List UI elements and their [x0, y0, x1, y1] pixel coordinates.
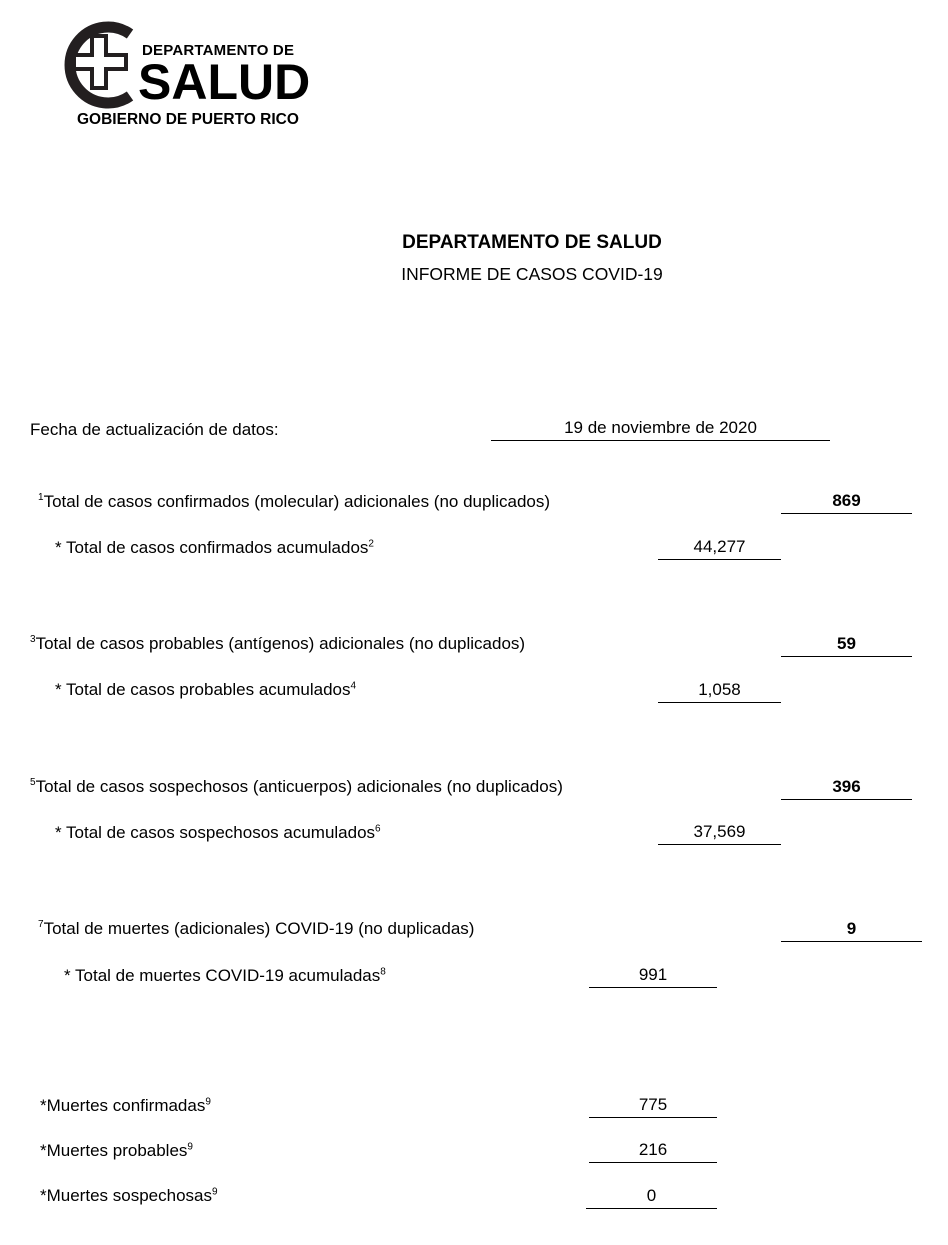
confirmed-cumulative-label: * Total de casos confirmados acumulados$^2$: [55, 538, 374, 557]
update-date-label: Fecha de actualización de datos:: [30, 420, 279, 439]
footnote-marker: 8: [380, 966, 386, 978]
deaths-suspected-value: 0: [586, 1185, 717, 1209]
page-title: DEPARTAMENTO DE SALUD: [402, 232, 662, 253]
logo-salud-text: SALUD: [138, 54, 311, 110]
deaths-additional-value: 9: [781, 918, 922, 942]
footnote-marker: 5: [30, 777, 36, 788]
logo-government-text: GOBIERNO DE PUERTO RICO: [77, 111, 299, 128]
probable-additional-value: 59: [781, 633, 912, 657]
probable-cumulative-label: * Total de casos probables acumulados$^4$: [55, 680, 357, 699]
confirmed-additional-label: $^1$Total de casos confirmados (molecular) adicionales (no duplicados): [38, 492, 551, 511]
suspected-cumulative-value: 37,569: [658, 821, 781, 845]
footnote-marker: 2: [368, 538, 374, 550]
deaths-confirmed-label: *Muertes confirmadas$^9$: [40, 1096, 211, 1115]
footnote-marker: 6: [375, 823, 381, 835]
deaths-confirmed-value: 775: [589, 1094, 717, 1118]
probable-cumulative-value: 1,058: [658, 679, 781, 703]
footnote-marker: 4: [350, 680, 357, 692]
footnote-marker: 9: [187, 1141, 193, 1153]
probable-additional-label: $^3$Total de casos probables (antígenos) adicionales (no duplicados): [30, 634, 526, 653]
suspected-additional-value: 396: [781, 776, 912, 800]
suspected-additional-label: $^5$Total de casos sospechosos (anticuerpos) adicionales (no duplicados): [30, 777, 563, 796]
update-date-value: 19 de noviembre de 2020: [491, 417, 830, 441]
deaths-additional-label: $^7$Total de muertes (adicionales) COVID-19 (no duplicadas): [38, 919, 475, 938]
deaths-probable-value: 216: [589, 1139, 717, 1163]
footnote-marker: 9: [205, 1096, 211, 1108]
logo-department-text: DEPARTAMENTO DE: [142, 42, 295, 59]
deaths-probable-label: *Muertes probables$^9$: [40, 1141, 193, 1160]
page-subtitle: INFORME DE CASOS COVID-19: [401, 264, 663, 284]
footnote-marker: 1: [38, 492, 44, 503]
deaths-suspected-label: *Muertes sospechosas$^9$: [40, 1186, 218, 1205]
confirmed-cumulative-value: 44,277: [658, 536, 781, 560]
deaths-cumulative-label: * Total de muertes COVID-19 acumuladas$^8$: [64, 966, 386, 985]
footnote-marker: 7: [38, 919, 44, 930]
cross-in-c-icon: [60, 20, 142, 110]
footnote-marker: 3: [30, 634, 36, 645]
deaths-cumulative-value: 991: [589, 964, 717, 988]
footnote-marker: 9: [211, 1186, 218, 1198]
confirmed-additional-value: 869: [781, 490, 912, 514]
suspected-cumulative-label: * Total de casos sospechosos acumulados$^6$: [55, 823, 381, 842]
